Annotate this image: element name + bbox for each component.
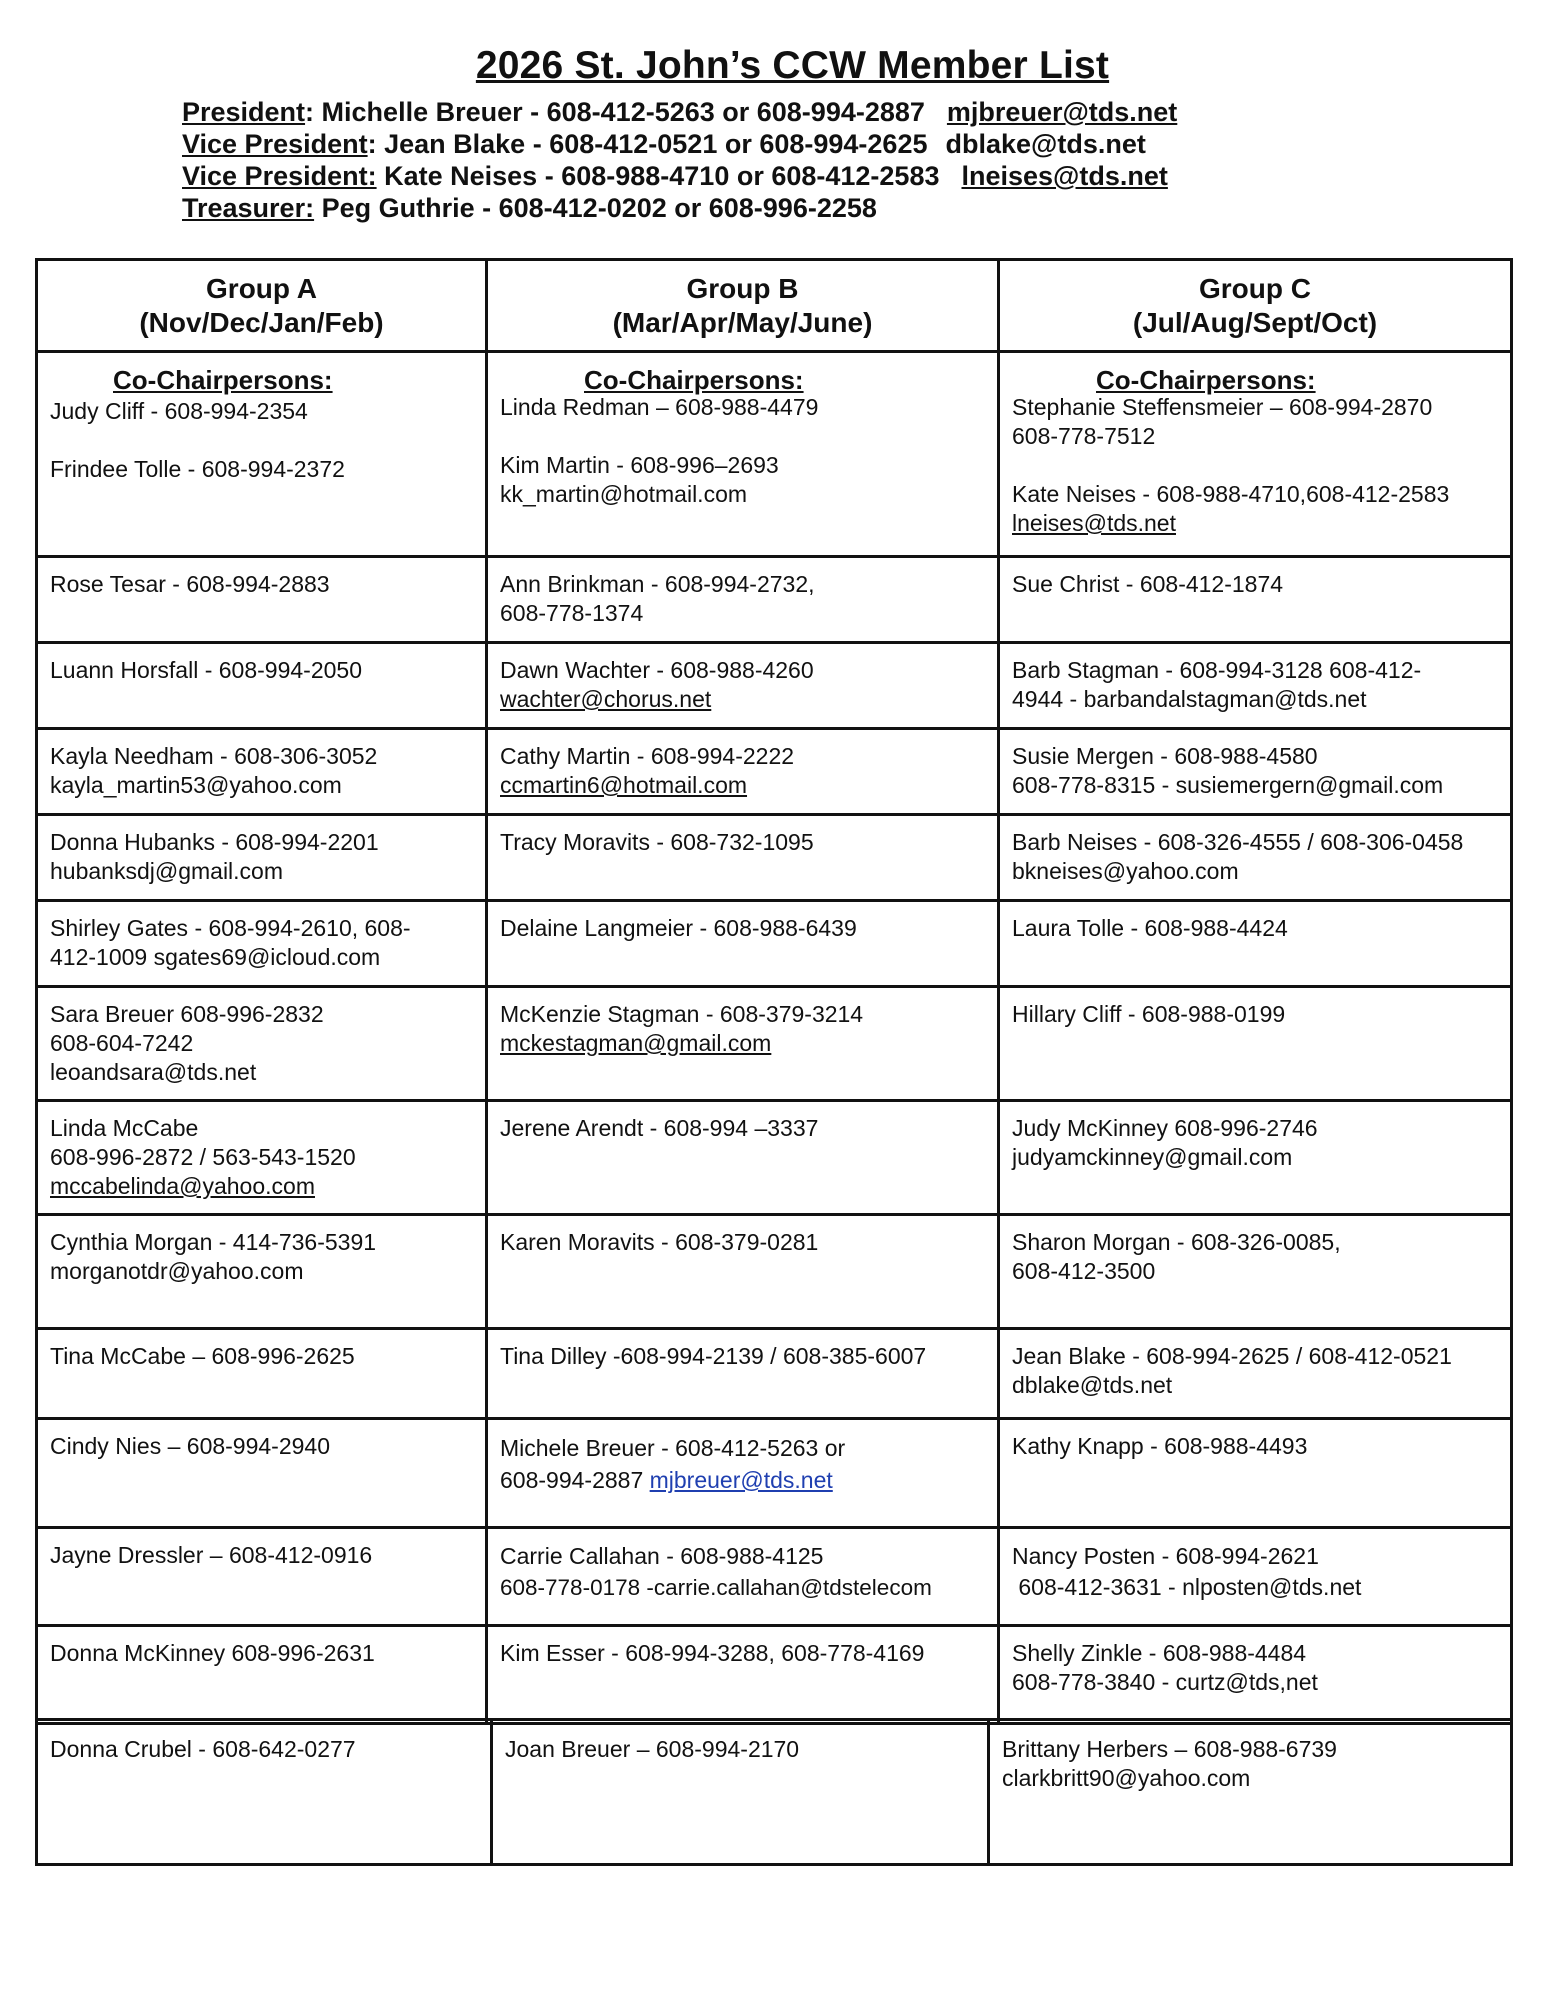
member-email-link[interactable]: mjbreuer@tds.net <box>649 1467 833 1493</box>
group-b-member <box>487 1329 999 1419</box>
officer-role: President <box>182 97 306 127</box>
group-a-member <box>37 1329 487 1419</box>
member-entry: Laura Tolle - 608-988-4424 <box>1012 915 1288 941</box>
member-entry: Jerene Arendt - 608-994 –3337 <box>500 1115 819 1141</box>
officer-email[interactable]: dblake@tds.net <box>945 129 1146 159</box>
group-b-member <box>487 1419 999 1528</box>
group-c-member <box>999 1528 1512 1626</box>
member-entry: Ann Brinkman - 608-994-2732, <box>500 571 815 597</box>
member-row <box>37 557 1512 643</box>
member-entry: Tina McCabe – 608-996-2625 <box>50 1343 355 1369</box>
group-c-member <box>999 557 1512 643</box>
member-entry: 608-996-2872 / 563-543-1520 <box>50 1144 356 1170</box>
member-entry: Kathy Knapp - 608-988-4493 <box>1012 1433 1308 1459</box>
officer-detail: Jean Blake - 608-412-0521 or 608-994-2625 <box>384 129 928 159</box>
officers-block <box>182 96 1522 224</box>
member-entry: Dawn Wachter - 608-988-4260 <box>500 657 814 683</box>
member-entry: 608-778-3840 - curtz@tds,net <box>1012 1669 1318 1695</box>
member-row <box>37 987 1512 1101</box>
group-a-member <box>37 1528 487 1626</box>
member-row <box>37 1215 1512 1329</box>
group-a-member <box>37 1419 487 1528</box>
officer-vice-president-2 <box>182 160 1522 192</box>
member-entry: Carrie Callahan - 608-988-4125 <box>500 1543 824 1569</box>
member-entry: Linda McCabe <box>50 1115 199 1141</box>
group-a-member <box>37 1626 487 1724</box>
group-c-member <box>999 1215 1512 1329</box>
member-row <box>37 1626 1512 1724</box>
group-months: (Mar/Apr/May/June) <box>612 306 873 338</box>
member-email[interactable]: clarkbritt90@yahoo.com <box>1002 1765 1251 1791</box>
group-b-member <box>487 1528 999 1626</box>
member-entry: 608-778-1374 <box>500 600 644 626</box>
officer-email[interactable]: lneises@tds.net <box>961 161 1168 191</box>
group-c-member <box>999 1329 1512 1419</box>
member-email[interactable]: dblake@tds.net <box>1012 1372 1173 1398</box>
officer-president: President: Michelle Breuer - 608-412-5263 or 608-994-2887 mjbreuer@tds.net <box>182 97 1178 127</box>
member-entry: Kayla Needham - 608-306-3052 <box>50 743 378 769</box>
member-email[interactable]: leoandsara@tds.net <box>50 1059 257 1085</box>
member-email[interactable]: judyamckinney@gmail.com <box>1012 1144 1293 1170</box>
member-entry: Barb Stagman - 608-994-3128 608-412- <box>1012 657 1422 683</box>
officer-email[interactable]: mjbreuer@tds.net <box>946 97 1178 127</box>
member-email[interactable]: wachter@chorus.net <box>500 686 712 712</box>
member-entry: Kim Esser - 608-994-3288, 608-778-4169 <box>500 1640 925 1666</box>
member-email[interactable]: lneises@tds.net <box>1012 510 1176 536</box>
member-entry: Donna McKinney 608-996-2631 <box>50 1640 375 1666</box>
member-email[interactable]: mccabelinda@yahoo.com <box>50 1173 315 1199</box>
member-entry: 608-778-0178 -carrie.callahan@tdstelecom <box>500 1575 932 1600</box>
group-name: Group B <box>686 272 799 304</box>
group-a-member <box>37 815 487 901</box>
member-entry: Kate Neises - 608-988-4710,608-412-2583 <box>1012 481 1450 507</box>
group-b-member <box>487 643 999 729</box>
group-header-row <box>37 260 1512 352</box>
extra-member-row <box>35 1718 1513 1866</box>
officer-role: Vice President <box>182 129 368 159</box>
member-entry: 608-604-7242 <box>50 1030 194 1056</box>
group-b-header <box>487 260 999 352</box>
member-entry: Jean Blake - 608-994-2625 / 608-412-0521 <box>1012 1343 1452 1369</box>
member-entry: Cathy Martin - 608-994-2222 <box>500 743 795 769</box>
member-row <box>37 901 1512 987</box>
member-entry: 608-412-3500 <box>1012 1258 1156 1284</box>
group-b-member <box>487 1626 999 1724</box>
member-entry: Karen Moravits - 608-379-0281 <box>500 1229 819 1255</box>
member-entry: Judy Cliff - 608-994-2354 <box>50 398 308 424</box>
member-row <box>37 1329 1512 1419</box>
member-entry: Sue Christ - 608-412-1874 <box>1012 571 1284 597</box>
member-entry: Barb Neises - 608-326-4555 / 608-306-0458 <box>1012 829 1464 855</box>
member-entry: Linda Redman – 608-988-4479 <box>500 394 819 420</box>
group-b-member <box>487 1101 999 1215</box>
member-entry: Susie Mergen - 608-988-4580 <box>1012 743 1318 769</box>
page-title: 2026 St. John’s CCW Member List <box>475 44 1110 87</box>
member-entry: Luann Horsfall - 608-994-2050 <box>50 657 362 683</box>
member-entry: Shelly Zinkle - 608-988-4484 <box>1012 1640 1307 1666</box>
officer-treasurer <box>182 192 1522 224</box>
member-entry: Brittany Herbers – 608-988-6739 <box>1002 1736 1337 1762</box>
group-months: (Nov/Dec/Jan/Feb) <box>139 306 384 338</box>
member-email[interactable]: kk_martin@hotmail.com <box>500 481 748 507</box>
member-entry: Sara Breuer 608-996-2832 <box>50 1001 324 1027</box>
group-c-member <box>999 901 1512 987</box>
member-row <box>37 729 1512 815</box>
member-entry: Judy McKinney 608-996-2746 <box>1012 1115 1318 1141</box>
member-email[interactable]: kayla_martin53@yahoo.com <box>50 772 342 798</box>
member-entry: Tina Dilley -608-994-2139 / 608-385-6007 <box>500 1343 927 1369</box>
group-b-member <box>487 815 999 901</box>
member-email[interactable]: mckestagman@gmail.com <box>500 1030 772 1056</box>
member-row <box>37 1528 1512 1626</box>
group-c-member <box>999 729 1512 815</box>
group-b-member <box>492 1720 989 1865</box>
member-entry: Rose Tesar - 608-994-2883 <box>50 571 330 597</box>
member-entry: 608-994-2887 mjbreuer@tds.net <box>500 1467 833 1493</box>
officer-detail: Peg Guthrie - 608-412-0202 or 608-996-2258 <box>321 193 877 223</box>
group-c-member <box>999 1626 1512 1724</box>
officer-detail: Kate Neises - 608-988-4710 or 608-412-2583 <box>384 161 940 191</box>
member-entry: Hillary Cliff - 608-988-0199 <box>1012 1001 1286 1027</box>
group-a-member <box>37 987 487 1101</box>
group-c-member <box>999 1419 1512 1528</box>
member-email[interactable]: bkneises@yahoo.com <box>1012 858 1239 884</box>
group-c-member <box>999 987 1512 1101</box>
group-a-member <box>37 643 487 729</box>
member-row <box>37 1419 1512 1528</box>
co-chair-heading: Co-Chairpersons: <box>584 365 804 395</box>
group-a-member <box>37 729 487 815</box>
member-entry: Nancy Posten - 608-994-2621 <box>1012 1543 1319 1569</box>
member-entry: Delaine Langmeier - 608-988-6439 <box>500 915 857 941</box>
member-entry: Sharon Morgan - 608-326-0085, <box>1012 1229 1341 1255</box>
member-row <box>37 643 1512 729</box>
group-a-co-chairs <box>37 352 487 557</box>
group-a-member <box>37 557 487 643</box>
member-entry: Joan Breuer – 608-994-2170 <box>505 1736 800 1762</box>
member-entry: Stephanie Steffensmeier – 608-994-2870 <box>1012 394 1433 420</box>
co-chair-heading: Co-Chairpersons: <box>113 365 333 395</box>
member-entry: 608-778-8315 - susiemergern@gmail.com <box>1012 772 1444 798</box>
group-a-member <box>37 901 487 987</box>
member-phone: 608-778-7512 <box>1012 423 1156 449</box>
member-email[interactable]: ccmartin6@hotmail.com <box>500 772 748 798</box>
group-c-member <box>999 643 1512 729</box>
group-c-header <box>999 260 1512 352</box>
officer-vice-president-1: Vice President: Jean Blake - 608-412-0521 or 608-994-2625 dblake@tds.net <box>182 129 1146 159</box>
group-a-member <box>37 1101 487 1215</box>
member-entry: Cynthia Morgan - 414-736-5391 <box>50 1229 377 1255</box>
member-entry: 608-412-3631 - nlposten@tds.net <box>1012 1574 1362 1600</box>
group-b-co-chairs <box>487 352 999 557</box>
group-c-member <box>989 1720 1512 1865</box>
group-b-member <box>487 557 999 643</box>
member-email[interactable]: hubanksdj@gmail.com <box>50 858 284 884</box>
group-b-member <box>487 729 999 815</box>
officer-role: Vice President: <box>182 161 377 191</box>
member-entry: Donna Crubel - 608-642-0277 <box>50 1736 356 1762</box>
co-chair-row <box>37 352 1512 557</box>
member-email[interactable]: morganotdr@yahoo.com <box>50 1258 304 1284</box>
group-b-member <box>487 987 999 1101</box>
member-table <box>35 258 1513 1725</box>
group-b-member <box>487 1215 999 1329</box>
member-row <box>37 1101 1512 1215</box>
group-months: (Jul/Aug/Sept/Oct) <box>1132 306 1378 338</box>
member-entry: Michele Breuer - 608-412-5263 or <box>500 1435 846 1461</box>
group-c-member <box>999 815 1512 901</box>
member-entry: Donna Hubanks - 608-994-2201 <box>50 829 379 855</box>
member-entry: Tracy Moravits - 608-732-1095 <box>500 829 814 855</box>
group-a-member <box>37 1720 492 1865</box>
member-entry: 412-1009 sgates69@icloud.com <box>50 944 381 970</box>
member-entry: Jayne Dressler – 608-412-0916 <box>50 1542 373 1568</box>
co-chair-heading: Co-Chairpersons: <box>1096 365 1316 395</box>
officer-detail: Michelle Breuer - 608-412-5263 or 608-994-2887 <box>321 97 925 127</box>
officer-role: Treasurer: <box>182 193 315 223</box>
member-entry: McKenzie Stagman - 608-379-3214 <box>500 1001 864 1027</box>
group-a-header <box>37 260 487 352</box>
group-c-co-chairs <box>999 352 1512 557</box>
member-entry: Kim Martin - 608-996–2693 <box>500 452 779 478</box>
member-entry: Frindee Tolle - 608-994-2372 <box>50 456 345 482</box>
group-c-member <box>999 1101 1512 1215</box>
group-name: Group A <box>206 272 317 304</box>
group-a-member <box>37 1215 487 1329</box>
member-entry: Shirley Gates - 608-994-2610, 608- <box>50 915 411 941</box>
group-name: Group C <box>1199 272 1311 304</box>
group-b-member <box>487 901 999 987</box>
member-entry: 4944 - barbandalstagman@tds.net <box>1012 686 1367 712</box>
member-entry: Cindy Nies – 608-994-2940 <box>50 1433 331 1459</box>
member-row <box>37 815 1512 901</box>
